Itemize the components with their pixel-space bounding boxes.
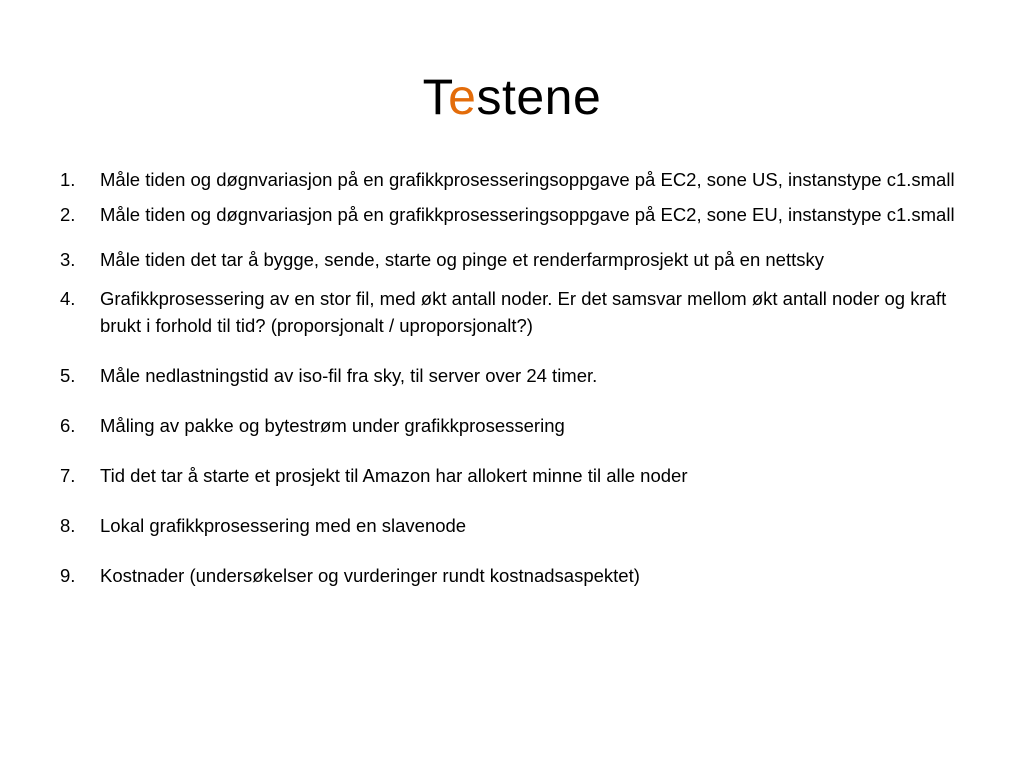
list-item <box>60 412 970 439</box>
list-item <box>60 166 970 193</box>
list-item-number: 8. <box>60 515 76 536</box>
list-item-text: Grafikkprosessering av en stor fil, med økt antall noder. Er det samsvar mellom økt antall noder og kraft brukt i forhold til tid? (proporsjonalt / uproporsjonalt?) <box>100 288 947 336</box>
list-item-text: Måle nedlastningstid av iso-fil fra sky, til server over 24 timer. <box>100 365 598 386</box>
list-item <box>60 462 970 489</box>
list-item <box>60 246 970 273</box>
list-item-number: 3. <box>60 249 76 270</box>
list-item-text: Lokal grafikkprosessering med en slavenode <box>100 515 467 536</box>
list-item <box>60 562 970 589</box>
list-item <box>60 362 970 389</box>
title-accent-letter: e <box>448 69 477 125</box>
list-item-number: 5. <box>60 365 76 386</box>
list-item-number: 1. <box>60 169 76 190</box>
list-item-number: 9. <box>60 565 76 586</box>
list-item-number: 7. <box>60 465 76 486</box>
list-item <box>60 285 970 339</box>
title-rest: stene <box>476 69 602 125</box>
test-list <box>60 166 970 589</box>
list-item <box>60 512 970 539</box>
list-item <box>60 201 970 228</box>
list-item-number: 2. <box>60 204 76 225</box>
list-item-text: Kostnader (undersøkelser og vurderinger rundt kostnadsaspektet) <box>100 565 640 586</box>
title-first-letter: T <box>422 69 449 125</box>
list-item-number: 6. <box>60 415 76 436</box>
list-item-text: Tid det tar å starte et prosjekt til Amazon har allokert minne til alle noder <box>100 465 688 486</box>
list-item-text: Måle tiden og døgnvariasjon på en grafikkprosesseringsoppgave på EC2, sone US, instanstype c1.small <box>100 169 955 190</box>
list-item-text: Måle tiden og døgnvariasjon på en grafikkprosesseringsoppgave på EC2, sone EU, instanstype c1.small <box>100 204 955 225</box>
list-item-number: 4. <box>60 288 76 309</box>
list-item-text: Måling av pakke og bytestrøm under grafikkprosessering <box>100 415 565 436</box>
list-item-text: Måle tiden det tar å bygge, sende, starte og pinge et renderfarmprosjekt ut på en nettsky <box>100 249 824 270</box>
slide-title <box>0 62 1024 132</box>
